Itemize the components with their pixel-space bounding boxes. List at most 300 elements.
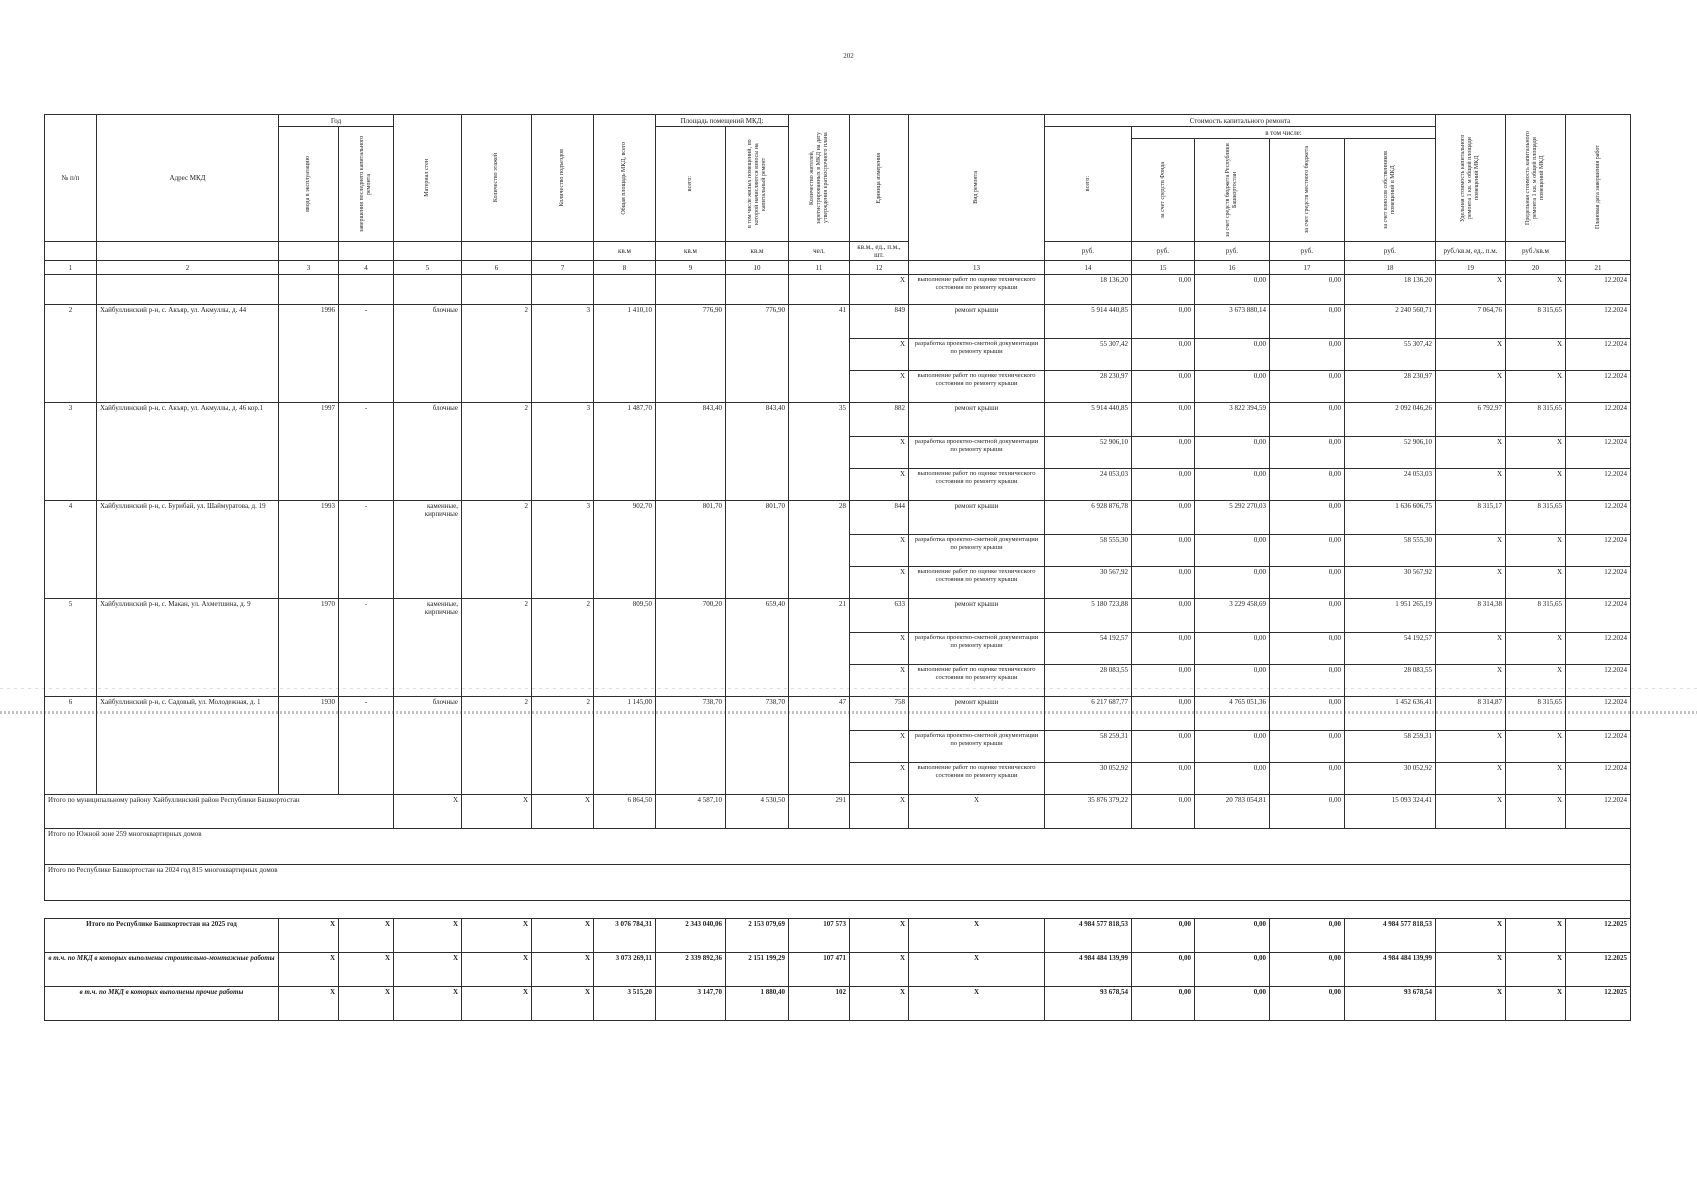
- column-number: 20: [1506, 261, 1566, 275]
- cost-republic-cell: 0,00: [1195, 437, 1270, 469]
- max-cost-cell: X: [1506, 437, 1566, 469]
- empty-cell: [279, 275, 339, 305]
- cost-local-cell: 0,00: [1270, 437, 1345, 469]
- cost-cell: 0,00: [1270, 275, 1345, 305]
- summary-cost-cell: 0,00: [1270, 987, 1345, 1021]
- date-cell: 12.2024: [1566, 599, 1631, 633]
- repair-type-cell: выполнение работ по оценке технического состояния по ремонту крыши: [909, 469, 1045, 501]
- col-header-specific-cost: [1436, 115, 1506, 242]
- col-header-cost-total: [1045, 127, 1132, 242]
- col-header-repair-type-text: Вид ремонта: [973, 171, 979, 204]
- repair-type-cell: разработка проектно-сметной документации по ремонту крыши: [909, 633, 1045, 665]
- year-last-repair: -: [339, 403, 394, 501]
- empty-cell: [394, 275, 462, 305]
- cost-total-cell: 24 053,03: [1045, 469, 1132, 501]
- col-header-specific-cost-text: Удельная стоимость капитального ремонта 1 кв. м общей площади помещений МКД: [1460, 134, 1480, 222]
- building-num: 4: [45, 501, 97, 599]
- empty-cell: [532, 275, 594, 305]
- building-address: Хайбуллинский р-н, с. Садовый, ул. Молодежная, д. 1: [97, 697, 279, 795]
- col-header-premises-total-text: всего:: [687, 176, 693, 192]
- col-header-cost-local: [1270, 139, 1345, 242]
- building-address: Хайбуллинский р-н, с. Макан, ул. Ахметшина, д. 9: [97, 599, 279, 697]
- cost-local-cell: 0,00: [1270, 763, 1345, 795]
- repair-type-cell: выполнение работ по оценке технического состояния по ремонту крыши: [909, 567, 1045, 599]
- summary-x-cell: X: [339, 919, 394, 953]
- district-total-label: Итого по муниципальному району Хайбуллинский район Республики Башкортостан: [45, 795, 394, 829]
- residents-count: 41: [789, 305, 850, 403]
- repair-type-cell: ремонт крыши: [909, 403, 1045, 437]
- summary-cost-cell: 0,00: [1195, 919, 1270, 953]
- wall-material: каменные, кирпичные: [394, 599, 462, 697]
- column-number: 14: [1045, 261, 1132, 275]
- south-zone-row: [45, 829, 1631, 865]
- summary-area-cell: 2 339 892,36: [656, 953, 726, 987]
- max-cost-cell: 8 315,65: [1506, 403, 1566, 437]
- unit-cell: X: [850, 371, 909, 403]
- cost-total-cell: 30 567,92: [1045, 567, 1132, 599]
- total-cost-cell: 15 093 324,41: [1345, 795, 1436, 829]
- unit-floors: [462, 242, 532, 261]
- wall-material: блочные: [394, 305, 462, 403]
- summary-cost-cell: 12.2025: [1566, 919, 1631, 953]
- unit-cell: X: [850, 633, 909, 665]
- premises-owned: 843,40: [726, 403, 789, 501]
- cost-fund-cell: 0,00: [1132, 599, 1195, 633]
- unit-cell: 849: [850, 305, 909, 339]
- unit-cost-fund: руб.: [1132, 242, 1195, 261]
- unit-cost-total: руб.: [1045, 242, 1132, 261]
- total-x-cell: X: [462, 795, 532, 829]
- year-last-repair: -: [339, 501, 394, 599]
- col-header-floors-text: Количество этажей: [493, 153, 499, 203]
- building-row: [45, 501, 1631, 535]
- building-address: Хайбуллинский р-н, с. Акъяр, ул. Акмуллы, д. 46 кор.1: [97, 403, 279, 501]
- cost-local-cell: 0,00: [1270, 731, 1345, 763]
- floors-count: 2: [462, 305, 532, 403]
- summary-cost-cell: 0,00: [1195, 987, 1270, 1021]
- repair-type-cell: выполнение работ по оценке технического состояния по ремонту крыши: [909, 763, 1045, 795]
- col-header-planned-date-text: Плановая дата завершения работ: [1594, 145, 1601, 230]
- cost-total-cell: 30 052,92: [1045, 763, 1132, 795]
- cost-republic-cell: 0,00: [1195, 763, 1270, 795]
- summary-area-cell: 3 073 269,11: [594, 953, 656, 987]
- col-header-cost-local-text: за счет средств местного бюджета: [1303, 146, 1310, 234]
- cost-republic-cell: 0,00: [1195, 535, 1270, 567]
- cost-republic-cell: 5 292 270,03: [1195, 501, 1270, 535]
- unit-premises-total: кв.м: [656, 242, 726, 261]
- max-cost-cell: 8 315,65: [1506, 305, 1566, 339]
- summary-unit: X: [850, 953, 909, 987]
- total-area: 1 410,10: [594, 305, 656, 403]
- cost-owners-cell: 1 452 636,41: [1345, 697, 1436, 731]
- repair-type-cell: разработка проектно-сметной документации по ремонту крыши: [909, 339, 1045, 371]
- summary-row: [45, 919, 1631, 953]
- column-number: 5: [394, 261, 462, 275]
- cost-owners-cell: 30 052,92: [1345, 763, 1436, 795]
- total-area-cell: 4 587,10: [656, 795, 726, 829]
- date-cell: 12.2024: [1566, 469, 1631, 501]
- cost-total-cell: 5 914 440,85: [1045, 305, 1132, 339]
- cost-local-cell: 0,00: [1270, 567, 1345, 599]
- col-header-premises-group: Площадь помещений МКД:: [656, 115, 789, 127]
- republic-2024-label: Итого по Республике Башкортостан на 2024 год 815 многоквартирных домов: [45, 865, 1631, 901]
- column-number: 8: [594, 261, 656, 275]
- col-header-max-cost-text: Предельная стоимость капитального ремонта 1 кв. м общей площади помещений МКД: [1525, 131, 1545, 225]
- column-number: 15: [1132, 261, 1195, 275]
- unit-cell: X: [850, 567, 909, 599]
- date-cell: 12.2024: [1566, 697, 1631, 731]
- cost-local-cell: 0,00: [1270, 697, 1345, 731]
- repair-type-cell: ремонт крыши: [909, 305, 1045, 339]
- max-cost-cell: X: [1506, 275, 1566, 305]
- col-header-premises-owned-text: в том числе жилых помещений, по которой начисляются взносы на капитальный ремонт: [746, 139, 767, 229]
- col-header-cost-owners: [1345, 139, 1436, 242]
- cost-cell: 18 136,20: [1345, 275, 1436, 305]
- summary-cost-cell: 0,00: [1270, 919, 1345, 953]
- col-header-walls-text: Материал стен: [424, 159, 430, 197]
- cost-republic-cell: 3 822 394,59: [1195, 403, 1270, 437]
- date-cell: 12.2024: [1566, 339, 1631, 371]
- unit-cell: 633: [850, 599, 909, 633]
- cost-total-cell: 5 914 440,85: [1045, 403, 1132, 437]
- cost-total-cell: 55 307,42: [1045, 339, 1132, 371]
- specific-cost-cell: 7 064,76: [1436, 305, 1506, 339]
- wall-material: блочные: [394, 403, 462, 501]
- summary-x-cell: X: [532, 919, 594, 953]
- col-header-unit: [850, 115, 909, 242]
- cost-owners-cell: 30 567,92: [1345, 567, 1436, 599]
- page-number: 202: [843, 52, 854, 60]
- summary-cost-cell: 0,00: [1132, 919, 1195, 953]
- year-commission: 1997: [279, 403, 339, 501]
- date-cell: 12.2024: [1566, 275, 1631, 305]
- col-header-cost-total-text: всего:: [1084, 176, 1091, 192]
- year-last-repair: -: [339, 305, 394, 403]
- cost-republic-cell: 4 765 051,36: [1195, 697, 1270, 731]
- cost-cell: 18 136,20: [1045, 275, 1132, 305]
- premises-total: 738,70: [656, 697, 726, 795]
- summary-label: в т.ч. по МКД в которых выполнены прочие работы: [45, 987, 279, 1021]
- unit-total-area: кв.м: [594, 242, 656, 261]
- repair-type-cell: ремонт крыши: [909, 599, 1045, 633]
- max-cost-cell: X: [1506, 763, 1566, 795]
- building-address: Хайбуллинский р-н, с. Бурибай, ул. Шаймуратова, д. 19: [97, 501, 279, 599]
- capital-repair-table: [44, 114, 1631, 1021]
- col-header-premises-total: [656, 127, 726, 242]
- cost-owners-cell: 28 083,55: [1345, 665, 1436, 697]
- column-number: 18: [1345, 261, 1436, 275]
- cost-fund-cell: 0,00: [1132, 665, 1195, 697]
- cost-total-cell: 58 555,30: [1045, 535, 1132, 567]
- summary-cost-cell: 4 984 484 139,99: [1045, 953, 1132, 987]
- date-cell: 12.2024: [1566, 731, 1631, 763]
- unit-specific: руб./кв.м, ед., п.м.: [1436, 242, 1506, 261]
- summary-x-cell: X: [394, 987, 462, 1021]
- cost-local-cell: 0,00: [1270, 633, 1345, 665]
- summary-unit: X: [850, 919, 909, 953]
- cost-fund-cell: 0,00: [1132, 535, 1195, 567]
- header-units-row: [45, 242, 1631, 261]
- cost-local-cell: 0,00: [1270, 665, 1345, 697]
- specific-cost-cell: X: [1436, 665, 1506, 697]
- col-header-cost-group: Стоимость капитального ремонта: [1045, 115, 1436, 127]
- year-last-repair: -: [339, 599, 394, 697]
- max-cost-cell: X: [1506, 633, 1566, 665]
- summary-label: Итого по Республике Башкортостан на 2025 год: [45, 919, 279, 953]
- summary-area-cell: 107 573: [789, 919, 850, 953]
- cost-owners-cell: 1 951 265,19: [1345, 599, 1436, 633]
- date-cell: 12.2024: [1566, 535, 1631, 567]
- summary-area-cell: 3 515,20: [594, 987, 656, 1021]
- col-header-year-group: Год: [279, 115, 394, 127]
- summary-x-cell: X: [394, 919, 462, 953]
- cost-republic-cell: 0,00: [1195, 731, 1270, 763]
- summary-cost-cell: 4 984 577 818,53: [1345, 919, 1436, 953]
- building-row: [45, 697, 1631, 731]
- summary-x-cell: X: [279, 919, 339, 953]
- specific-cost-cell: 8 315,17: [1436, 501, 1506, 535]
- year-commission: 1970: [279, 599, 339, 697]
- premises-total: 776,90: [656, 305, 726, 403]
- cost-republic-cell: 0,00: [1195, 633, 1270, 665]
- unit-cell: X: [850, 731, 909, 763]
- column-number: 19: [1436, 261, 1506, 275]
- entrances-count: 3: [532, 501, 594, 599]
- wall-material: блочные: [394, 697, 462, 795]
- date-cell: 12.2024: [1566, 403, 1631, 437]
- col-header-planned-date: [1566, 115, 1631, 261]
- cost-fund-cell: 0,00: [1132, 437, 1195, 469]
- total-cost-cell: 35 876 379,22: [1045, 795, 1132, 829]
- repair-type-cell: разработка проектно-сметной документации по ремонту крыши: [909, 535, 1045, 567]
- cost-fund-cell: 0,00: [1132, 403, 1195, 437]
- max-cost-cell: X: [1506, 371, 1566, 403]
- cost-republic-cell: 0,00: [1195, 665, 1270, 697]
- unit-last-repair: [339, 242, 394, 261]
- empty-cell: [339, 275, 394, 305]
- summary-area-cell: 2 153 079,69: [726, 919, 789, 953]
- specific-cost-cell: 8 314,87: [1436, 697, 1506, 731]
- unit-cost-owners: руб.: [1345, 242, 1436, 261]
- summary-cost-cell: X: [1436, 953, 1506, 987]
- max-cost-cell: X: [1506, 567, 1566, 599]
- building-row: [45, 305, 1631, 339]
- cost-republic-cell: 0,00: [1195, 339, 1270, 371]
- summary-cost-cell: 12.2025: [1566, 987, 1631, 1021]
- cost-fund-cell: 0,00: [1132, 371, 1195, 403]
- unit-address: [97, 242, 279, 261]
- specific-cost-cell: 8 314,38: [1436, 599, 1506, 633]
- unit-unit: кв.м., ед., п.м., шт.: [850, 242, 909, 261]
- summary-area-cell: 3 076 784,31: [594, 919, 656, 953]
- column-number: 21: [1566, 261, 1631, 275]
- cost-cell: 0,00: [1195, 275, 1270, 305]
- repair-type-cell: разработка проектно-сметной документации по ремонту крыши: [909, 437, 1045, 469]
- cost-local-cell: 0,00: [1270, 599, 1345, 633]
- empty-cell: [656, 275, 726, 305]
- col-header-year-last-repair-text: завершения последнего капитального ремонта: [359, 135, 372, 233]
- unit-cell: 882: [850, 403, 909, 437]
- column-number: 11: [789, 261, 850, 275]
- unit-cell: X: [850, 339, 909, 371]
- column-number: 16: [1195, 261, 1270, 275]
- floors-count: 2: [462, 599, 532, 697]
- summary-unit: X: [850, 987, 909, 1021]
- empty-cell: [45, 275, 97, 305]
- max-cost-cell: X: [1506, 731, 1566, 763]
- cost-owners-cell: 2 240 560,71: [1345, 305, 1436, 339]
- cost-total-cell: 52 906,10: [1045, 437, 1132, 469]
- total-area: 1 487,70: [594, 403, 656, 501]
- cost-fund-cell: 0,00: [1132, 763, 1195, 795]
- specific-cost-cell: X: [1436, 567, 1506, 599]
- max-cost-cell: 8 315,65: [1506, 697, 1566, 731]
- cost-owners-cell: 58 259,31: [1345, 731, 1436, 763]
- summary-cost-cell: 0,00: [1270, 953, 1345, 987]
- column-number: 4: [339, 261, 394, 275]
- summary-cost-cell: 4 984 484 139,99: [1345, 953, 1436, 987]
- unit-entrances: [532, 242, 594, 261]
- total-residents: 291: [789, 795, 850, 829]
- entrances-count: 2: [532, 697, 594, 795]
- building-num: 3: [45, 403, 97, 501]
- unit-cell: X: [850, 275, 909, 305]
- year-commission: 1996: [279, 305, 339, 403]
- column-number: 12: [850, 261, 909, 275]
- premises-owned: 738,70: [726, 697, 789, 795]
- column-number: 2: [97, 261, 279, 275]
- building-num: 6: [45, 697, 97, 795]
- republic-2024-row: [45, 865, 1631, 901]
- empty-cell: [789, 275, 850, 305]
- summary-label: в т.ч. по МКД в которых выполнены строительно-монтажные работы: [45, 953, 279, 987]
- cost-local-cell: 0,00: [1270, 501, 1345, 535]
- cost-fund-cell: 0,00: [1132, 339, 1195, 371]
- cost-fund-cell: 0,00: [1132, 697, 1195, 731]
- repair-type-cell: выполнение работ по оценке технического состояния по ремонту крыши: [909, 275, 1045, 305]
- col-header-entrances: [532, 115, 594, 242]
- summary-row: [45, 987, 1631, 1021]
- building-num: 5: [45, 599, 97, 697]
- summary-cost-cell: 93 678,54: [1345, 987, 1436, 1021]
- cost-local-cell: 0,00: [1270, 339, 1345, 371]
- building-row: [45, 403, 1631, 437]
- entrances-count: 2: [532, 599, 594, 697]
- south-zone-label: Итого по Южной зоне 259 многоквартирных домов: [45, 829, 1631, 865]
- floors-count: 2: [462, 501, 532, 599]
- total-cost-cell: X: [1436, 795, 1506, 829]
- summary-cost-cell: 93 678,54: [1045, 987, 1132, 1021]
- cost-owners-cell: 1 636 606,75: [1345, 501, 1436, 535]
- col-header-total-area-text: Общая площадь МКД, всего: [621, 141, 627, 215]
- summary-area-cell: 107 471: [789, 953, 850, 987]
- col-header-year-last-repair: [339, 127, 394, 242]
- col-header-max-cost: [1506, 115, 1566, 242]
- floors-count: 2: [462, 403, 532, 501]
- cost-fund-cell: 0,00: [1132, 567, 1195, 599]
- max-cost-cell: X: [1506, 339, 1566, 371]
- column-number: 6: [462, 261, 532, 275]
- unit-cost-local: руб.: [1270, 242, 1345, 261]
- cost-republic-cell: 0,00: [1195, 567, 1270, 599]
- summary-cost-cell: 0,00: [1132, 987, 1195, 1021]
- summary-x-cell: X: [462, 919, 532, 953]
- col-header-year-commission-text: ввода в эксплуатацию: [305, 156, 311, 212]
- col-header-residents: [789, 115, 850, 242]
- total-cost-cell: 12.2024: [1566, 795, 1631, 829]
- table-body: [45, 115, 1631, 1021]
- spacer-row: [45, 901, 1631, 919]
- summary-row: [45, 953, 1631, 987]
- cost-total-cell: 28 230,97: [1045, 371, 1132, 403]
- unit-cell: 758: [850, 697, 909, 731]
- cost-fund-cell: 0,00: [1132, 469, 1195, 501]
- unit-cell: X: [850, 437, 909, 469]
- summary-cost-cell: 4 984 577 818,53: [1045, 919, 1132, 953]
- specific-cost-cell: X: [1436, 535, 1506, 567]
- specific-cost-cell: 6 792,97: [1436, 403, 1506, 437]
- specific-cost-cell: X: [1436, 275, 1506, 305]
- building-address: Хайбуллинский р-н, с. Акъяр, ул. Акмуллы, д. 44: [97, 305, 279, 403]
- premises-owned: 776,90: [726, 305, 789, 403]
- cost-total-cell: 54 192,57: [1045, 633, 1132, 665]
- col-header-num: № п/п: [45, 115, 97, 242]
- total-type: X: [909, 795, 1045, 829]
- summary-area-cell: 2 343 040,06: [656, 919, 726, 953]
- residents-count: 28: [789, 501, 850, 599]
- summary-cost-cell: 0,00: [1132, 953, 1195, 987]
- col-header-repair-type: [909, 115, 1045, 261]
- cost-total-cell: 6 217 687,77: [1045, 697, 1132, 731]
- unit-premises-owned: кв.м: [726, 242, 789, 261]
- summary-x-cell: X: [532, 987, 594, 1021]
- date-cell: 12.2024: [1566, 763, 1631, 795]
- col-header-residents-text: Количество жителей, зарегистрированных в МКД на дату утверждения краткосрочного плана: [808, 131, 829, 225]
- district-total-row: [45, 795, 1631, 829]
- unit-cell: X: [850, 469, 909, 501]
- col-header-cost-incl: в том числе:: [1132, 127, 1436, 139]
- total-cost-cell: 0,00: [1132, 795, 1195, 829]
- date-cell: 12.2024: [1566, 501, 1631, 535]
- cost-owners-cell: 54 192,57: [1345, 633, 1436, 665]
- residents-count: 35: [789, 403, 850, 501]
- specific-cost-cell: X: [1436, 731, 1506, 763]
- continuation-row: [45, 275, 1631, 305]
- col-header-unit-text: Единица измерения: [875, 152, 882, 204]
- total-area: 902,70: [594, 501, 656, 599]
- repair-type-cell: выполнение работ по оценке технического состояния по ремонту крыши: [909, 371, 1045, 403]
- unit-num: [45, 242, 97, 261]
- date-cell: 12.2024: [1566, 665, 1631, 697]
- empty-cell: [462, 275, 532, 305]
- empty-cell: [97, 275, 279, 305]
- max-cost-cell: 8 315,65: [1506, 501, 1566, 535]
- repair-type-cell: выполнение работ по оценке технического состояния по ремонту крыши: [909, 665, 1045, 697]
- summary-cost-cell: X: [1506, 953, 1566, 987]
- col-header-cost-fund: [1132, 139, 1195, 242]
- unit-cell: X: [850, 665, 909, 697]
- max-cost-cell: X: [1506, 665, 1566, 697]
- building-row: [45, 599, 1631, 633]
- cost-cell: 0,00: [1132, 275, 1195, 305]
- col-header-cost-republic: [1195, 139, 1270, 242]
- cost-owners-cell: 24 053,03: [1345, 469, 1436, 501]
- cost-total-cell: 58 259,31: [1045, 731, 1132, 763]
- cost-fund-cell: 0,00: [1132, 501, 1195, 535]
- unit-cell: 844: [850, 501, 909, 535]
- column-numbers-row: [45, 261, 1631, 275]
- unit-walls: [394, 242, 462, 261]
